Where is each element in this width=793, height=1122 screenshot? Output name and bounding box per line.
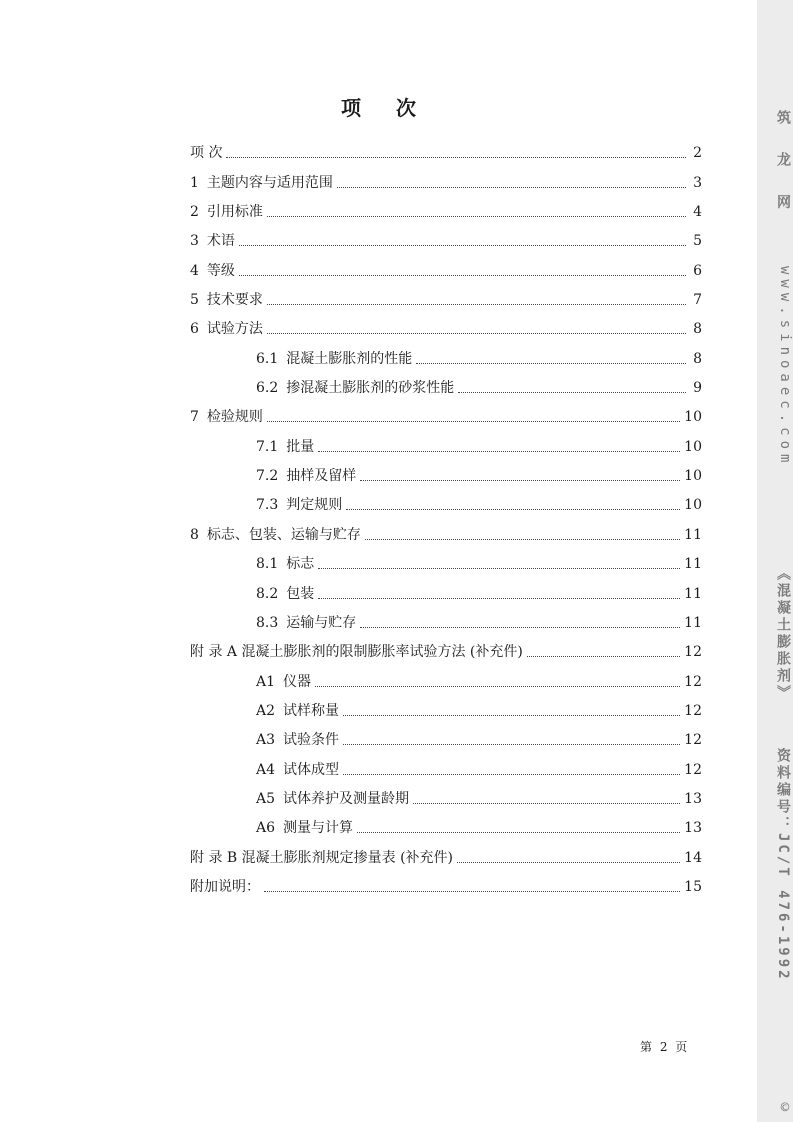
toc-entry[interactable] — [190, 222, 702, 251]
toc-entry[interactable] — [190, 310, 702, 339]
sidebar-doc-title: 《混凝土膨胀剂》 — [775, 566, 791, 702]
toc-dot-leader — [226, 157, 686, 158]
toc-dot-leader — [318, 568, 680, 569]
page-number: 第 2 页 — [640, 1040, 688, 1054]
toc-entry-page: 9 — [693, 380, 702, 397]
toc-entry-label: 附加说明： — [190, 878, 260, 895]
toc-entry[interactable] — [190, 339, 702, 368]
toc-entry[interactable] — [190, 780, 702, 809]
toc-dot-leader — [343, 774, 680, 775]
page-title: 项 次 — [341, 96, 430, 120]
toc-entry-page: 10 — [684, 497, 702, 514]
toc-entry-page: 12 — [684, 644, 702, 661]
sidebar-url: www.sinoaec.com — [777, 266, 793, 468]
toc-entry-page: 5 — [693, 233, 702, 250]
toc-entry-label: 试验条件 — [283, 732, 340, 749]
toc-entry[interactable] — [190, 604, 702, 633]
toc-entry[interactable] — [190, 750, 702, 779]
toc-entry-number: 7.3 — [256, 497, 279, 514]
toc-entry-page: 14 — [684, 849, 702, 866]
toc-dot-leader — [318, 451, 680, 452]
toc-entry-number: 8.1 — [256, 556, 279, 573]
toc-dot-leader — [267, 304, 686, 305]
toc-entry-page: 12 — [684, 732, 702, 749]
toc-entry[interactable] — [190, 163, 702, 192]
toc-entry[interactable] — [190, 369, 702, 398]
toc-dot-leader — [267, 216, 686, 217]
toc-entry-page: 3 — [693, 174, 702, 191]
toc-entry[interactable] — [190, 545, 702, 574]
toc-entry-number: A3 — [256, 732, 276, 749]
toc-entry[interactable] — [190, 134, 702, 163]
toc-dot-leader — [457, 862, 680, 863]
toc-entry-page: 4 — [693, 204, 702, 221]
toc-dot-leader — [318, 598, 680, 599]
toc-entry-number: 8.2 — [256, 585, 279, 602]
toc-entry-page: 11 — [684, 526, 702, 543]
toc-entry-number: 7 — [190, 409, 199, 426]
toc-entry-number: 6 — [190, 321, 199, 338]
toc-entry-page: 13 — [684, 790, 702, 807]
toc-dot-leader — [264, 891, 680, 892]
toc-entry[interactable] — [190, 721, 702, 750]
toc-entry-label: 仪器 — [283, 673, 312, 690]
toc-entry-page: 12 — [684, 702, 702, 719]
toc-entry-number: 8 — [190, 526, 199, 543]
toc-entry[interactable] — [190, 515, 702, 544]
toc-entry-page: 2 — [693, 145, 702, 162]
toc-entry[interactable] — [190, 838, 702, 867]
toc-dot-leader — [346, 509, 680, 510]
toc-entry-label: 试体养护及测量龄期 — [283, 790, 410, 807]
toc-dot-leader — [527, 656, 680, 657]
toc-dot-leader — [337, 187, 686, 188]
toc-dot-leader — [416, 363, 686, 364]
toc-entry-label: 术语 — [206, 233, 235, 250]
toc-entry[interactable] — [190, 868, 702, 897]
toc-entry-number: 2 — [190, 204, 199, 221]
toc-entry-page: 8 — [693, 350, 702, 367]
toc-entry-label: 运输与贮存 — [286, 614, 357, 631]
toc-dot-leader — [267, 333, 686, 334]
toc-entry[interactable] — [190, 193, 702, 222]
toc-entry-page: 11 — [684, 614, 702, 631]
toc-entry-label: 主题内容与适用范围 — [206, 174, 333, 191]
toc-dot-leader — [357, 832, 680, 833]
toc-entry-number: 4 — [190, 262, 199, 279]
toc-entry-number: 1 — [190, 174, 199, 191]
toc-entry-page: 10 — [684, 409, 702, 426]
toc-entry-number: A6 — [256, 820, 276, 837]
toc-entry-label: 包装 — [286, 585, 315, 602]
toc-entry[interactable] — [190, 574, 702, 603]
toc-entry-page: 15 — [684, 878, 702, 895]
toc-entry-number: A4 — [256, 761, 276, 778]
toc-entry-label: 附 录 A 混凝土膨胀剂的限制膨胀率试验方法 (补充件) — [190, 644, 523, 661]
toc-entry-page: 8 — [693, 321, 702, 338]
toc-dot-leader — [343, 744, 680, 745]
toc-entry[interactable] — [190, 662, 702, 691]
toc-dot-leader — [413, 803, 680, 804]
toc-entry-number: 7.2 — [256, 468, 279, 485]
toc-entry-label: 标志、包装、运输与贮存 — [206, 526, 361, 543]
toc-entry-label: 抽样及留样 — [286, 468, 357, 485]
toc-entry-page: 11 — [684, 556, 702, 573]
toc-entry-page: 11 — [684, 585, 702, 602]
toc-entry[interactable] — [190, 427, 702, 456]
toc-dot-leader — [239, 275, 686, 276]
toc-entry[interactable] — [190, 251, 702, 280]
toc-entry-label: 测量与计算 — [283, 820, 354, 837]
sidebar-doc-code: 资料编号：JC/T 476-1992 — [775, 748, 791, 982]
toc-dot-leader — [360, 627, 680, 628]
toc-dot-leader — [458, 392, 686, 393]
toc-entry-label: 判定规则 — [286, 497, 343, 514]
toc-entry[interactable] — [190, 457, 702, 486]
toc-entry-number: 3 — [190, 233, 199, 250]
toc-entry-number: 7.1 — [256, 438, 279, 455]
toc-entry-page: 7 — [693, 292, 702, 309]
toc-entry-label: 技术要求 — [206, 292, 263, 309]
toc-entry-label: 引用标准 — [206, 204, 263, 221]
toc-dot-leader — [343, 715, 680, 716]
toc-entry-page: 10 — [684, 438, 702, 455]
toc-entry-number: 8.3 — [256, 614, 279, 631]
toc-entry[interactable] — [190, 692, 702, 721]
toc-entry-label: 试样称量 — [283, 702, 340, 719]
toc-entry-label: 等级 — [206, 262, 235, 279]
watermark-sidebar — [757, 0, 793, 1122]
sidebar-site-name: 筑 龙 网 — [775, 110, 791, 219]
toc-dot-leader — [360, 480, 680, 481]
toc-entry-page: 12 — [684, 673, 702, 690]
toc-entry-label: 检验规则 — [206, 409, 263, 426]
toc-dot-leader — [365, 539, 680, 540]
toc-entry[interactable] — [190, 633, 702, 662]
toc-entry-number: 6.1 — [256, 350, 279, 367]
toc-entry-number: 6.2 — [256, 380, 279, 397]
toc-entry-page: 6 — [693, 262, 702, 279]
toc-entry[interactable] — [190, 486, 702, 515]
toc-entry[interactable] — [190, 809, 702, 838]
toc-entry-label: 项 次 — [190, 145, 223, 162]
toc-entry-page: 12 — [684, 761, 702, 778]
copyright-icon: © — [777, 1100, 793, 1120]
toc-dot-leader — [315, 686, 680, 687]
toc-entry-label: 混凝土膨胀剂的性能 — [286, 350, 413, 367]
toc-entry-label: 试体成型 — [283, 761, 340, 778]
toc-dot-leader — [239, 245, 686, 246]
toc-entry-number: A5 — [256, 790, 276, 807]
toc-entry-page: 13 — [684, 820, 702, 837]
toc-entry-number: 5 — [190, 292, 199, 309]
table-of-contents — [190, 134, 702, 897]
toc-entry-page: 10 — [684, 468, 702, 485]
toc-entry-label: 试验方法 — [206, 321, 263, 338]
toc-entry[interactable] — [190, 398, 702, 427]
toc-entry-label: 标志 — [286, 556, 315, 573]
toc-entry-number: A1 — [256, 673, 276, 690]
toc-entry-label: 附 录 B 混凝土膨胀剂规定掺量表 (补充件) — [190, 849, 454, 866]
toc-entry-label: 掺混凝土膨胀剂的砂浆性能 — [286, 380, 455, 397]
toc-entry-label: 批量 — [286, 438, 315, 455]
toc-entry-number: A2 — [256, 702, 276, 719]
toc-dot-leader — [267, 421, 680, 422]
toc-entry[interactable] — [190, 281, 702, 310]
